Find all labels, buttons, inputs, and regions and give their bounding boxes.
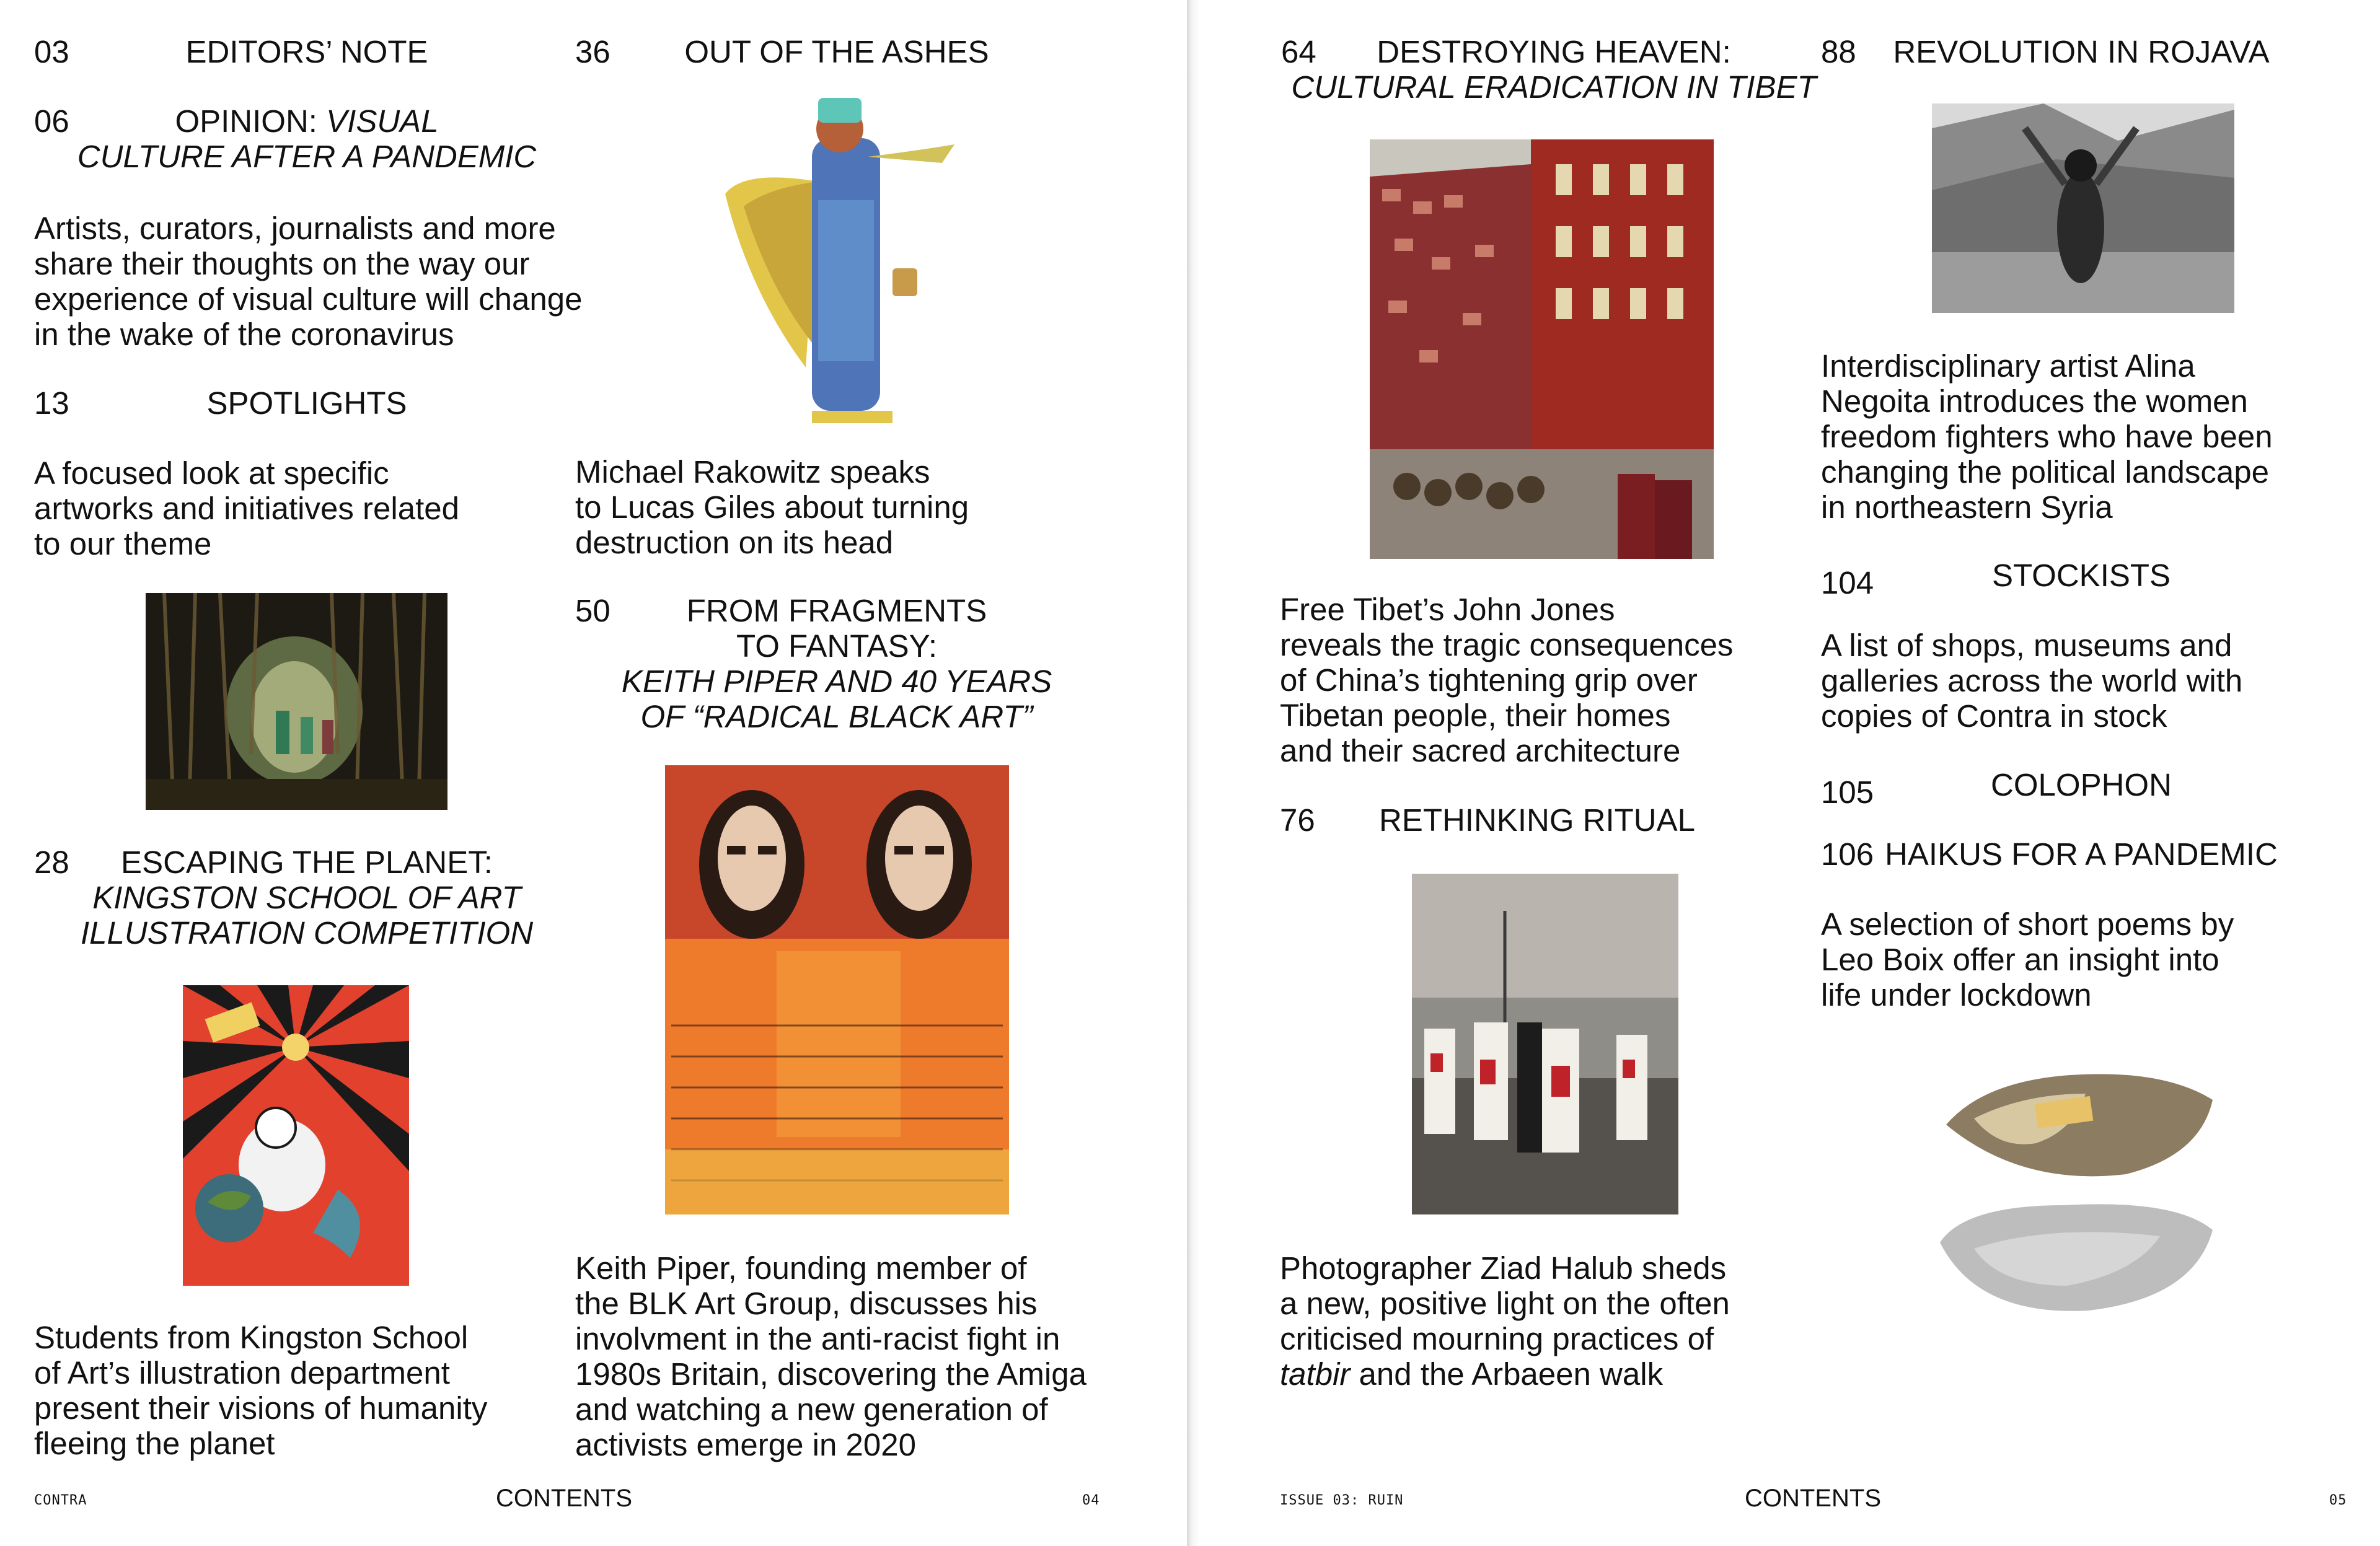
page-number: 13 [34,385,69,421]
footer-magazine-name: CONTRA [34,1493,87,1508]
entry-title: ESCAPING THE PLANET: KINGSTON SCHOOL OF ART ILLUSTRATION COMPETITION [80,845,534,951]
entry-title: EDITORS’ NOTE [185,34,428,69]
entry-title: RETHINKING RITUAL [1378,802,1696,838]
cave-photo [146,593,447,810]
entry-title: STOCKISTS [1991,558,2171,593]
footer-page-number: 04 [1082,1493,1100,1508]
toc-entry-76[interactable] [1280,802,1825,840]
footer-section-title: CONTENTS [1745,1485,1881,1512]
toc-entry-88[interactable] [1821,34,2366,71]
entry-06-description: Artists, curators, journalists and more share their thoughts on the way our experience of visual culture will change in the wake of the coronavirus [34,211,583,352]
page-number: 64 [1281,34,1316,69]
page-number: 03 [34,34,69,69]
footer-page-number: 05 [2329,1493,2347,1508]
entry-28-description: Students from Kingston School of Art’s illustration department present their visions of humanity fleeing the planet [34,1320,488,1461]
toc-entry-106[interactable] [1821,837,2366,874]
toc-entry-13[interactable] [34,385,580,423]
entry-106-description: A selection of short poems by Leo Boix offer an insight into life under lockdown [1821,907,2234,1012]
toc-entry-50[interactable] [575,593,1121,742]
toc-entry-06[interactable] [34,103,580,178]
page-number: 06 [34,103,69,139]
entry-36-description: Michael Rakowitz speaks to Lucas Giles about turning destruction on its head [575,454,969,560]
footer-issue-label: ISSUE 03: RUIN [1280,1493,1404,1508]
entry-title: SPOTLIGHTS [206,385,407,421]
stone-fragments-image [1937,1063,2222,1335]
illustration-poster [183,985,409,1286]
page-number: 36 [575,34,610,69]
page-number: 105 [1821,775,1874,810]
ritual-procession-photo [1412,874,1678,1214]
spine-gutter [1187,0,1199,1546]
toc-entry-03[interactable] [34,34,580,71]
entry-88-description: Interdisciplinary artist Alina Negoita introduces the women freedom fighters who have been changing the political landscape in northeastern Syria [1821,348,2273,525]
toc-entry-28[interactable] [34,845,580,956]
keith-piper-artwork [665,765,1009,1214]
page-number: 88 [1821,34,1856,69]
entry-title: OUT OF THE ASHES [684,34,989,69]
entry-13-description: A focused look at specific artworks and initiatives related to our theme [34,455,459,561]
entry-title: COLOPHON [1991,767,2172,802]
entry-title: FROM FRAGMENTS TO FANTASY: KEITH PIPER AND 40 YEARS OF “RADICAL BLACK ART” [621,593,1052,734]
entry-title: OPINION: VISUAL CULTURE AFTER A PANDEMIC [77,103,537,174]
entry-104-description: A list of shops, museums and galleries across the world with copies of Contra in stock [1821,628,2243,734]
entry-76-description: Photographer Ziad Halub sheds a new, positive light on the often criticised mourning practices of tatbir and the Arbaeen walk [1280,1250,1730,1392]
entry-64-description: Free Tibet’s John Jones reveals the tragic consequences of China’s tightening grip over Tibetan people, their homes and their sacred architecture [1280,592,1734,768]
footer-section-title: CONTENTS [496,1485,632,1512]
toc-entry-105[interactable] [1821,767,2366,810]
toc-entry-104[interactable] [1821,558,2366,600]
page-number: 28 [34,845,69,880]
page-number: 104 [1821,565,1874,600]
right-page [1199,0,2380,1546]
entry-title: HAIKUS FOR A PANDEMIC [1885,837,2278,872]
tibet-monastery-photo [1370,139,1714,559]
page-number: 50 [575,593,610,628]
rojava-photo [1932,103,2234,313]
entry-title: DESTROYING HEAVEN: CULTURAL ERADICATION IN TIBET [1291,34,1817,105]
winged-figure-illustration [725,89,954,433]
entry-title: REVOLUTION IN ROJAVA [1893,34,2270,69]
page-number: 106 [1821,837,1874,872]
page-number: 76 [1280,802,1315,838]
left-page [0,0,1187,1546]
entry-50-description: Keith Piper, founding member of the BLK Art Group, discusses his involvment in the anti-racist fight in 1980s Britain, discovering the Amiga and watching a new generation of activists emerge in 2020 [575,1250,1086,1462]
toc-entry-64[interactable] [1281,34,1827,108]
toc-entry-36[interactable] [575,34,1121,71]
